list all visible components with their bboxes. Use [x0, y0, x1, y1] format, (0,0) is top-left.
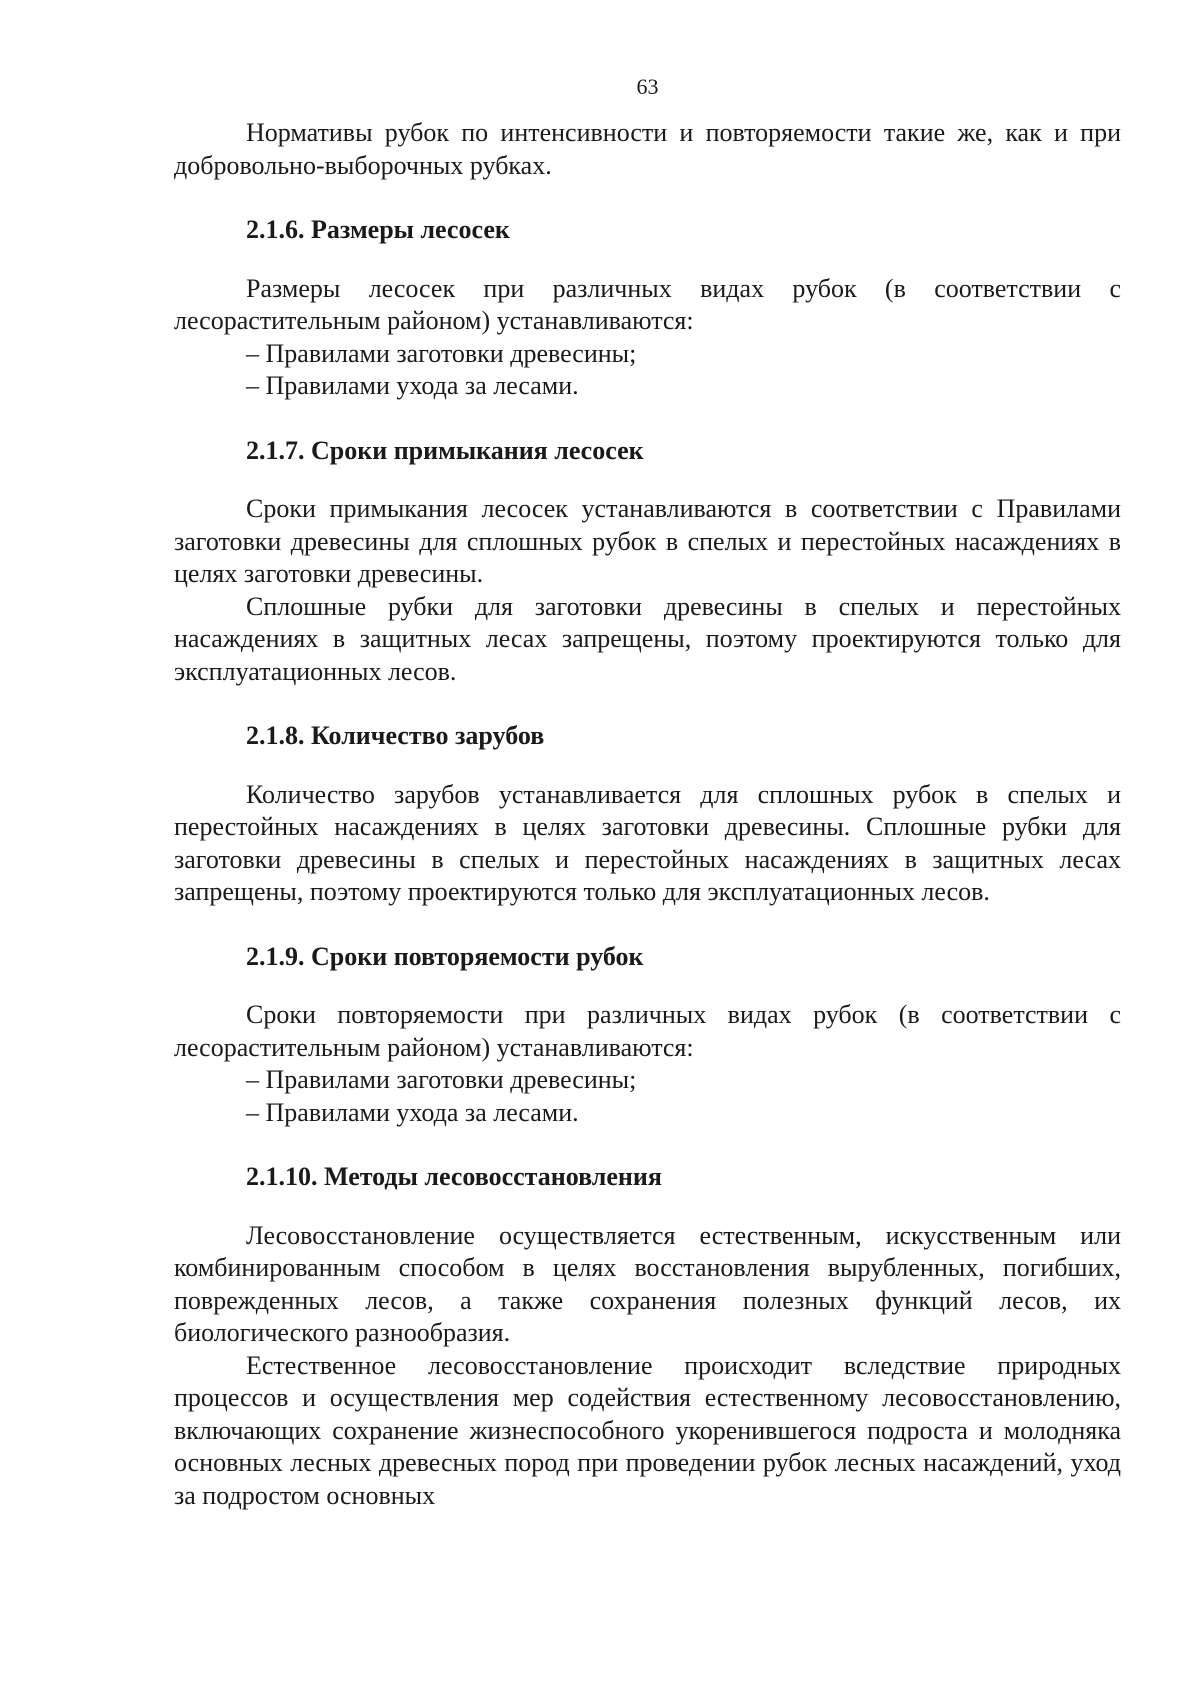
section-2-1-9-bullet: – Правилами заготовки древесины;	[246, 1065, 637, 1094]
section-heading-2-1-8: 2.1.8. Количество зарубов	[246, 721, 545, 750]
section-heading-2-1-10: 2.1.10. Методы лесовосстановления	[246, 1162, 662, 1191]
section-heading-2-1-6: 2.1.6. Размеры лесосек	[246, 215, 510, 244]
section-2-1-7-paragraph: Сроки примыкания лесосек устанавливаются в соответствии с Правилами заготовки древесины для сплошных рубок в спелых и перестойных насаждениях в целях заготовки древесины.	[174, 494, 1121, 588]
section-heading-2-1-7: 2.1.7. Сроки примыкания лесосек	[246, 435, 644, 465]
section-2-1-7-paragraph: Сплошные рубки для заготовки древесины в спелых и перестойных насаждениях в защитных лесах запрещены, поэтому проектируются только для эксплуатационных лесов.	[174, 591, 1121, 686]
section-2-1-10-paragraph: Лесовосстановление осуществляется естественным, искусственным или комбинированным способом в целях восстановления вырубленных, погибших, поврежденных лесов, а также сохранения полезных функций лесов, их биологического разнообразия.	[174, 1220, 1121, 1347]
section-heading-2-1-9: 2.1.9. Сроки повторяемости рубок	[246, 941, 644, 971]
page-content	[174, 117, 1121, 1512]
section-2-1-6-bullet: – Правилами заготовки древесины;	[246, 338, 637, 368]
intro-paragraph: Нормативы рубок по интенсивности и повторяемости такие же, как и при добровольно-выборочных рубках.	[174, 118, 1121, 180]
section-2-1-8-paragraph: Количество зарубов устанавливается для сплошных рубок в спелых и перестойных насаждениях в целях заготовки древесины. Сплошные рубки для заготовки древесины в спелых и перестойных насаждениях в защитных лесах запрещены, поэтому проектируются только для эксплуатационных лесов.	[174, 779, 1121, 906]
section-2-1-9-bullet: – Правилами ухода за лесами.	[246, 1097, 579, 1127]
section-2-1-6-bullet: – Правилами ухода за лесами.	[246, 371, 579, 400]
page-number: 63	[636, 74, 659, 99]
section-2-1-6-paragraph: Размеры лесосек при различных видах рубок (в соответствии с лесорастительным районом) устанавливаются:	[174, 273, 1121, 335]
section-2-1-10-paragraph: Естественное лесовосстановление происходит вследствие природных процессов и осуществления мер содействия естественному лесовосстановлению, включающих сохранение жизнеспособного укоренившегося подроста и молодняка основных лесных древесных пород при проведении рубок лесных насаждений, уход за подростом основных	[174, 1350, 1121, 1510]
section-2-1-9-paragraph: Сроки повторяемости при различных видах рубок (в соответствии с лесорастительным районом) устанавливаются:	[174, 1000, 1121, 1062]
